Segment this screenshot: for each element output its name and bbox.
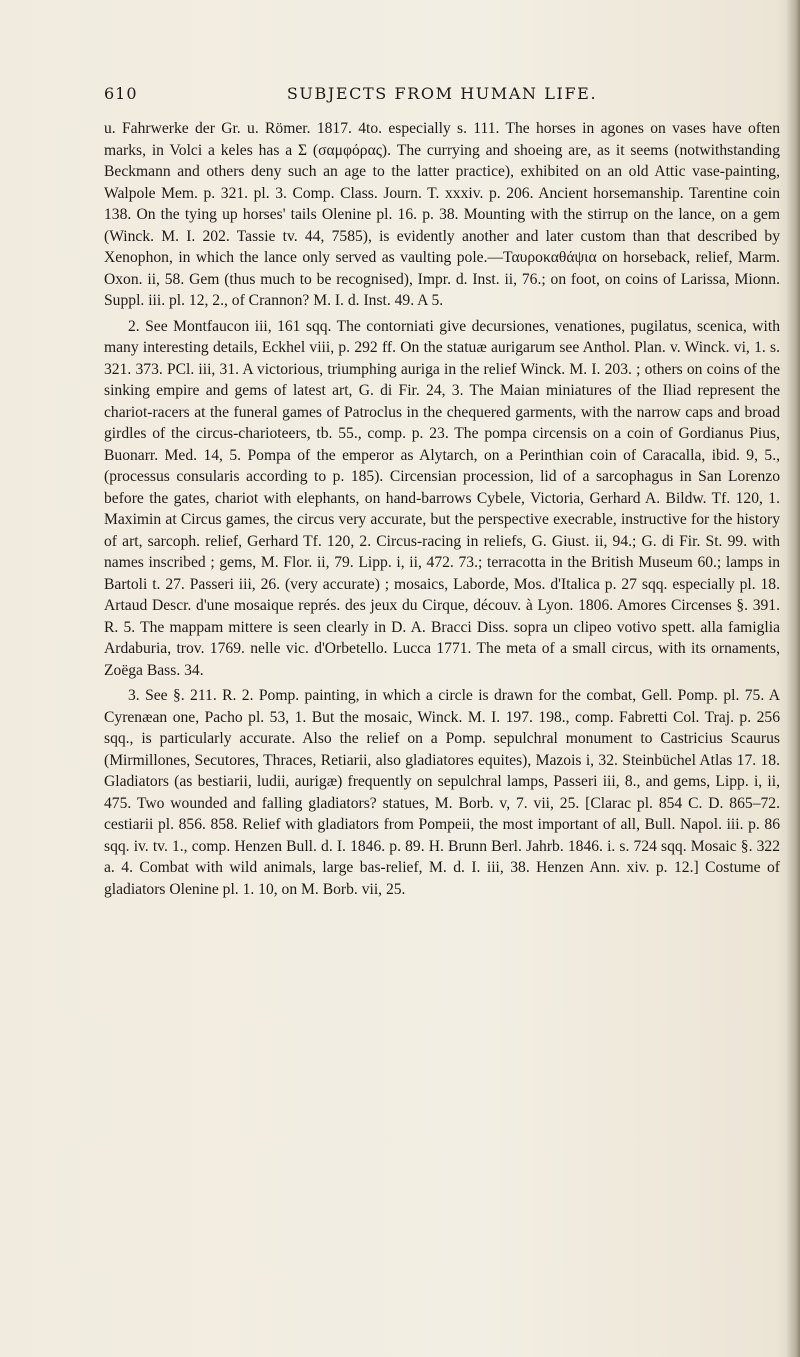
paragraph-note-3: 3. See §. 211. R. 2. Pomp. painting, in which a circle is drawn for the combat, Gell. Pomp. pl. 75. A Cyrenæan one, Pacho pl. 53, 1. But the mosaic, Winck. M. I. 197. 198., comp. Fabretti Col. Traj. p. 256 sqq., is particularly accurate. Also the relief on a Pomp. sepulchral monument to Castricius Scaurus (Mirmillones, Secutores, Thraces, Retiarii, also gladiatores equites), Mazois i, 32. Steinbüchel Atlas 17. 18. Gladiators (as bestiarii, ludii, aurigæ) frequently on sepulchral lamps, Passeri iii, 8., and gems, Lipp. i, ii, 475. Two wounded and falling gladiators? statues, M. Borb. v, 7. vii, 25. [Clarac pl. 854 C. D. 865–72. cestiarii pl. 856. 858. Relief with gladiators from Pompeii, the most important of all, Bull. Napol. iii. p. 86 sqq. iv. tv. 1., comp. Henzen Bull. d. I. 1846. p. 89. H. Brunn Berl. Jahrb. 1846. i. s. 724 sqq. Mosaic §. 322 a. 4. Combat with wild animals, large bas-relief, M. d. I. iii, 38. Henzen Ann. xiv. p. 12.] Costume of gladiators Olenine pl. 1. 10, on M. Borb. vii, 25.: [104, 687, 780, 898]
footnote-text: [104, 118, 780, 900]
running-title: SUBJECTS FROM HUMAN LIFE.: [286, 84, 598, 103]
paragraph-continuation: u. Fahrwerke der Gr. u. Römer. 1817. 4to. especially s. 111. The horses in agones on vases have often marks, in Volci a keles has a Σ (σαμφόρας). The currying and shoeing are, as it seems (notwithstanding Beckmann and others deny such an age to the latter practice), exhibited on an old Attic vase-painting, Walpole Mem. p. 321. pl. 3. Comp. Class. Journ. T. xxxiv. p. 206. Ancient horsemanship. Tarentine coin 138. On the tying up horses' tails Olenine pl. 16. p. 38. Mounting with the stirrup on the lance, on a gem (Winck. M. I. 202. Tassie tv. 44, 7585), is evidently another and later custom than that described by Xenophon, in which the lance only served as vaulting pole.—Ταυροκαθάψια on horseback, relief, Marm. Oxon. ii, 58. Gem (thus much to be recognised), Impr. d. Inst. ii, 76.; on foot, on coins of Larissa, Mionn. Suppl. iii. pl. 12, 2., of Crannon? M. I. d. Inst. 49. A 5.: [104, 120, 780, 309]
paragraph-note-2: 2. See Montfaucon iii, 161 sqq. The contorniati give decursiones, venationes, pugilatus, scenica, with many interesting details, Eckhel viii, p. 292 ff. On the statuæ aurigarum see Anthol. Plan. v. Winck. vi, 1. s. 321. 373. PCl. iii, 31. A victorious, triumphing auriga in the relief Winck. M. I. 203. ; others on coins of the sinking empire and gems of latest art, G. di Fir. 24, 3. The Maian miniatures of the Iliad represent the chariot-racers at the funeral games of Patroclus in the chequered garments, with the narrow caps and broad girdles of the circus-charioteers, tb. 55., comp. p. 23. The pompa circensis on a coin of Gordianus Pius, Buonarr. Med. 14, 5. Pompa of the emperor as Alytarch, on a Perinthian coin of Caracalla, ibid. 9, 5., (processus consularis according to p. 185). Circensian procession, lid of a sarcophagus in San Lorenzo before the gates, chariot with elephants, on hand-barrows Cybele, Victoria, Gerhard A. Bildw. Tf. 120, 1. Maximin at Circus games, the circus very accurate, but the perspective execrable, instructive for the history of art, sarcoph. relief, Gerhard Tf. 120, 2. Circus-racing in reliefs, G. Giust. ii, 94.; G. di Fir. St. 99. with names inscribed ; gems, M. Flor. ii, 79. Lipp. i, ii, 472. 73.; terracotta in the British Museum 60.; lamps in Bartoli t. 27. Passeri iii, 26. (very accurate) ; mosaics, Laborde, Mos. d'Italica p. 27 sqq. especially pl. 18. Artaud Descr. d'une mosaique représ. des jeux du Cirque, découv. à Lyon. 1806. Amores Circenses §. 391. R. 5. The mappam mittere is seen clearly in D. A. Bracci Diss. sopra un clipeo votivo spett. alla famiglia Ardaburia, trov. 1769. nelle vic. d'Orbetello. Lucca 1771. The meta of a small circus, with its ornaments, Zoëga Bass. 34.: [104, 317, 780, 679]
running-head: [104, 84, 780, 106]
page-edge-shadow: [786, 0, 800, 1357]
page-number: 610: [104, 84, 138, 103]
